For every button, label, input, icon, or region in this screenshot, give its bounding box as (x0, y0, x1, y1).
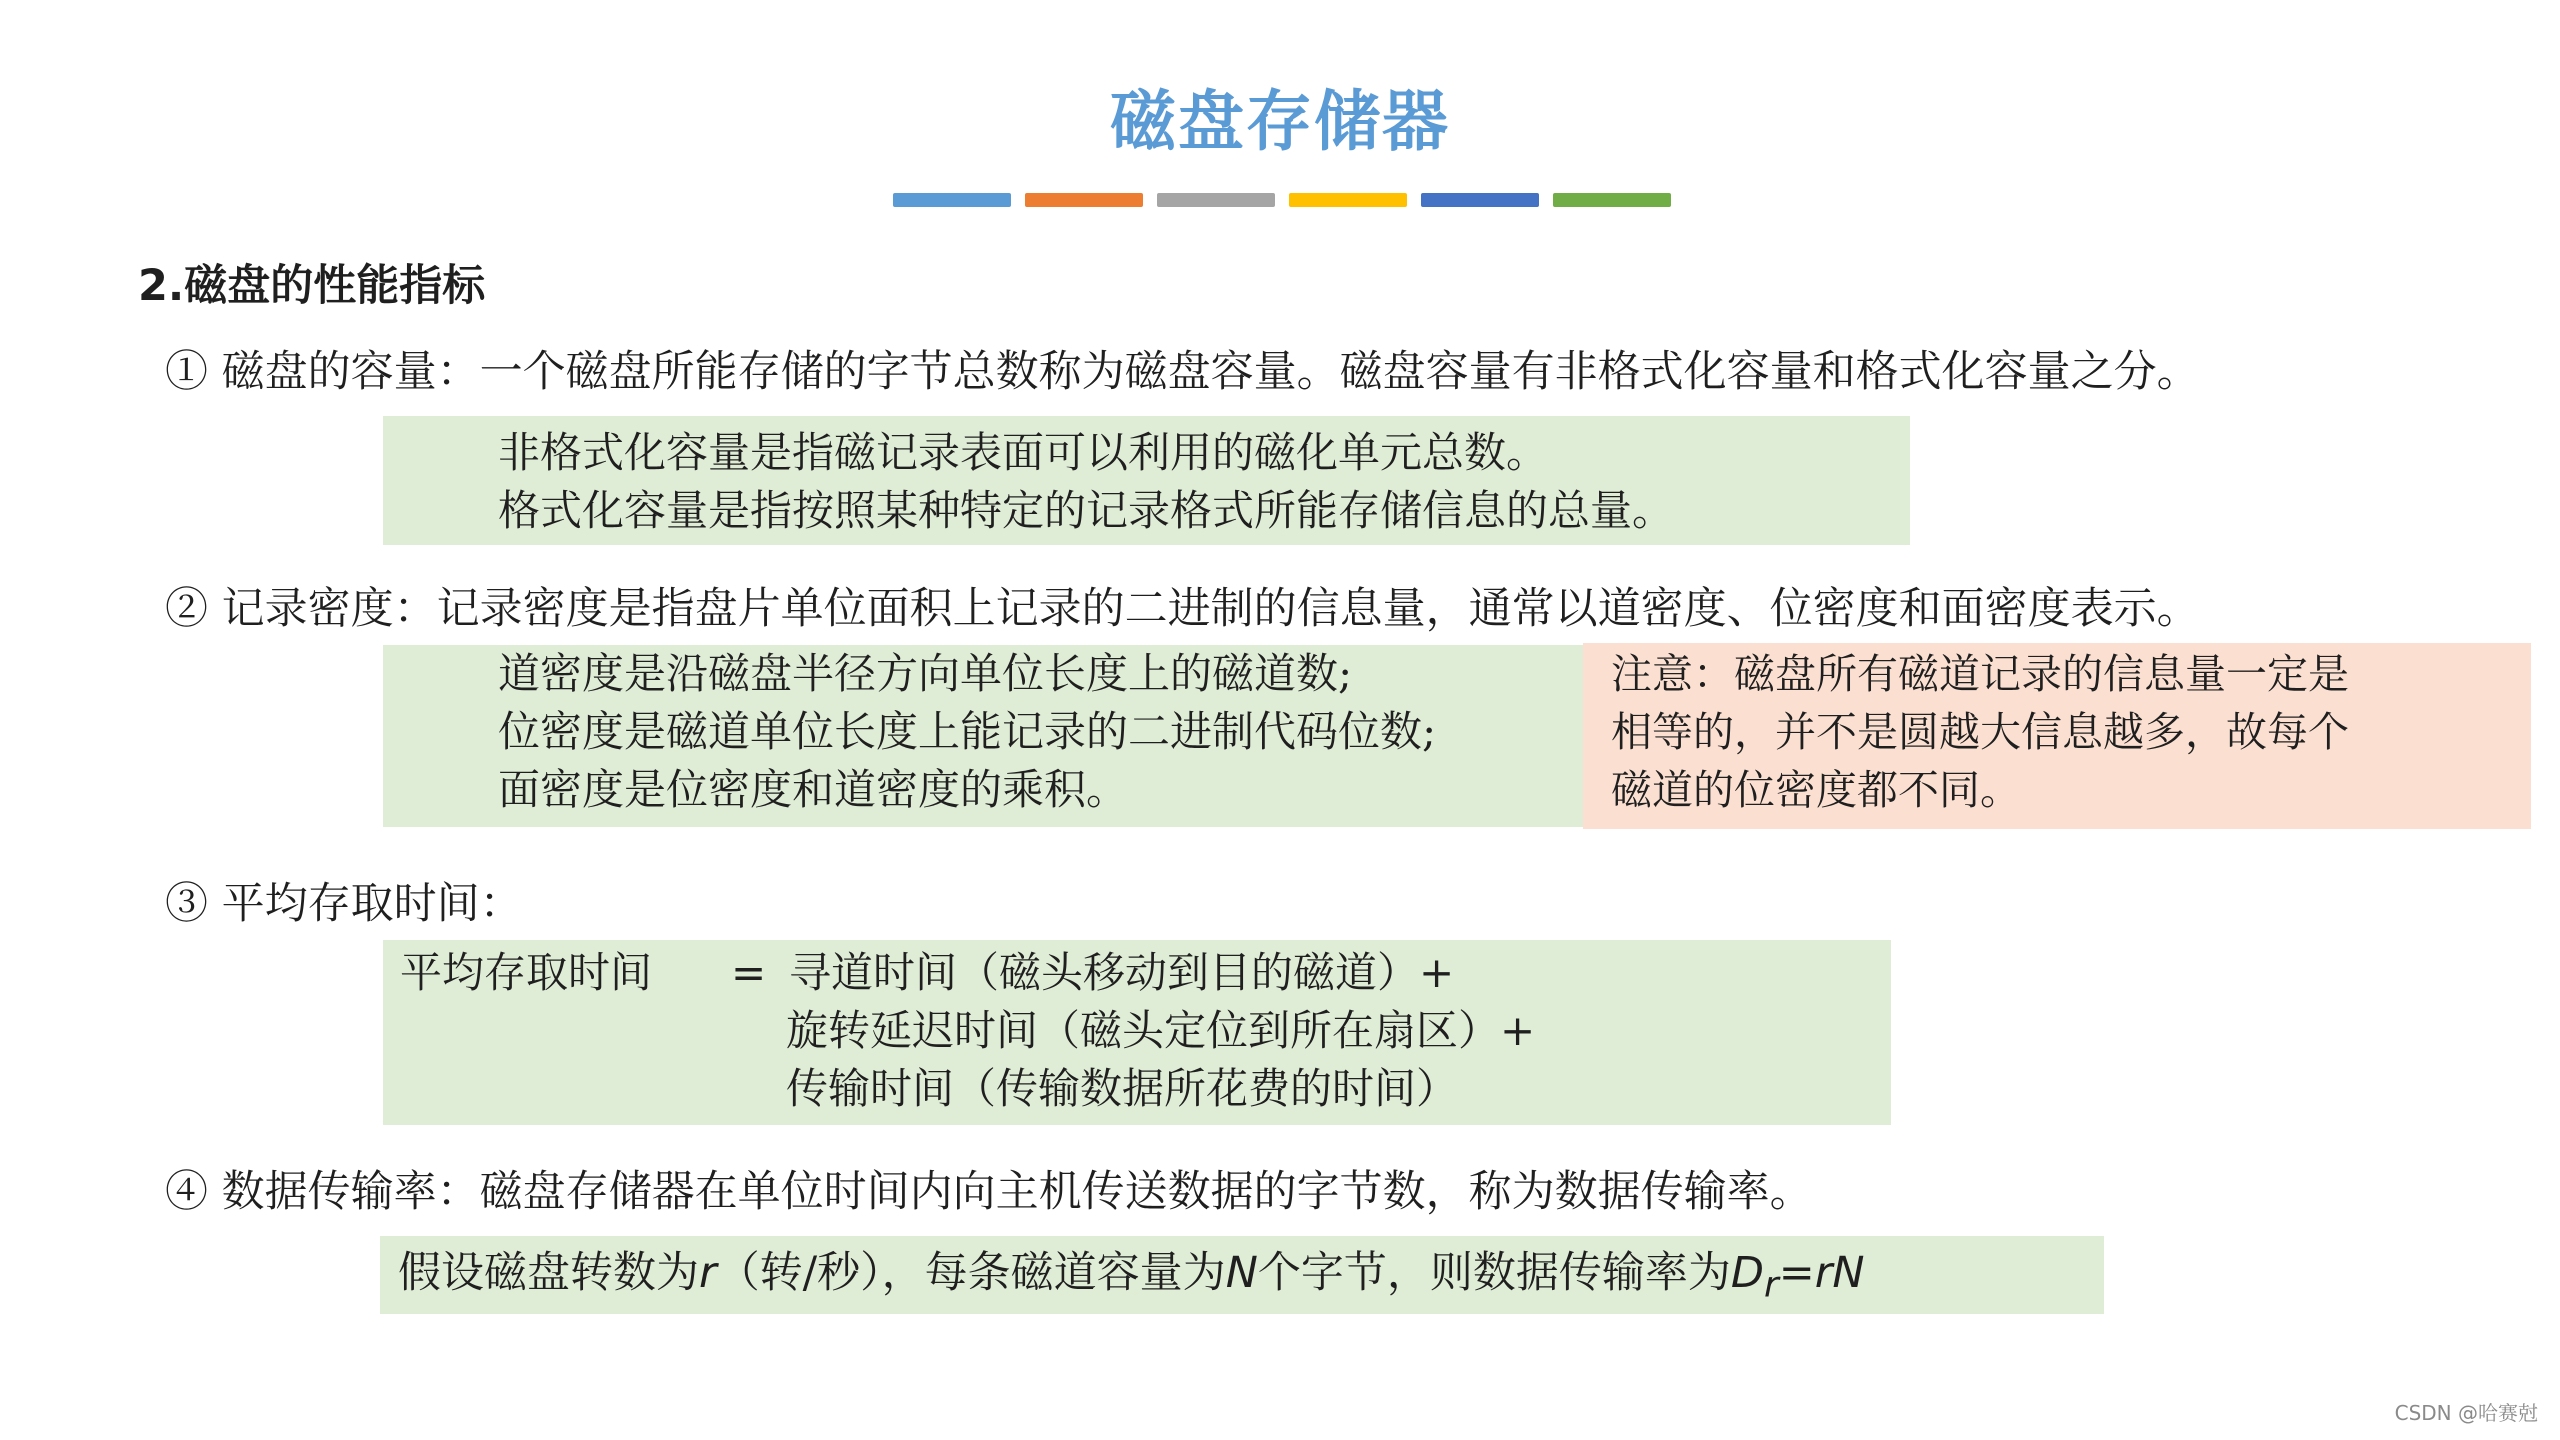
color-bar-dark-blue (1421, 193, 1539, 207)
capacity-detail-box (383, 416, 1910, 545)
density-line: 面密度是位密度和道密度的乘积。 (498, 765, 1129, 814)
var-r: r (699, 1248, 717, 1298)
note-line: 相等的，并不是圆越大信息越多，故每个 (1611, 708, 2349, 756)
item-transfer-rate: ④ 数据传输率：磁盘存储器在单位时间内向主机传送数据的字节数，称为数据传输率。 (165, 1167, 1813, 1217)
slide-title: 磁盘存储器 (1110, 83, 1450, 160)
capacity-line: 格式化容量是指按照某种特定的记录格式所能存储信息的总量。 (498, 486, 1675, 535)
formula-result: =rN (1778, 1248, 1865, 1298)
item-density: ② 记录密度：记录密度是指盘片单位面积上记录的二进制的信息量，通常以道密度、位密度和面密度表示。 (165, 584, 2200, 634)
color-bar-green (1553, 193, 1671, 207)
var-d-subscript: r (1763, 1264, 1779, 1306)
formula-label: 平均存取时间 (400, 948, 653, 997)
watermark: CSDN @哈赛尅 (2394, 1401, 2538, 1425)
note-line: 磁道的位密度都不同。 (1611, 766, 2021, 814)
formula-equals: = (731, 948, 767, 997)
density-line: 道密度是沿磁盘半径方向单位长度上的磁道数; (498, 649, 1353, 698)
formula-term: 传输时间（传输数据所花费的时间） (786, 1064, 1459, 1113)
transfer-rate-formula-box (380, 1236, 2104, 1314)
capacity-line: 非格式化容量是指磁记录表面可以利用的磁化单元总数。 (498, 428, 1549, 477)
transfer-rate-formula (398, 1244, 2104, 1315)
formula-text: （转/秒），每条磁道容量为 (716, 1248, 1226, 1298)
item-capacity: ① 磁盘的容量：一个磁盘所能存储的字节总数称为磁盘容量。磁盘容量有非格式化容量和格式化容量之分。 (165, 347, 2200, 397)
access-time-formula-box (383, 940, 1891, 1125)
note-line: 注意：磁盘所有磁道记录的信息量一定是 (1611, 650, 2349, 698)
density-note-box (1583, 643, 2531, 829)
formula-term: 寻道时间（磁头移动到目的磁道）+ (789, 948, 1455, 997)
item-access-time: ③ 平均存取时间： (165, 879, 523, 929)
color-bar-yellow (1289, 193, 1407, 207)
formula-text: 个字节，则数据传输率为 (1257, 1248, 1731, 1298)
color-bar-blue (893, 193, 1011, 207)
density-line: 位密度是磁道单位长度上能记录的二进制代码位数; (498, 707, 1437, 756)
var-n: N (1225, 1248, 1258, 1298)
formula-text: 假设磁盘转数为 (398, 1248, 699, 1298)
density-detail-box (383, 645, 1583, 827)
formula-term: 旋转延迟时间（磁头定位到所在扇区）+ (786, 1006, 1536, 1055)
section-heading: 2.磁盘的性能指标 (138, 261, 486, 311)
color-bar-gray (1157, 193, 1275, 207)
title-color-bars (893, 193, 1671, 207)
color-bar-orange (1025, 193, 1143, 207)
var-d: D (1730, 1248, 1764, 1298)
